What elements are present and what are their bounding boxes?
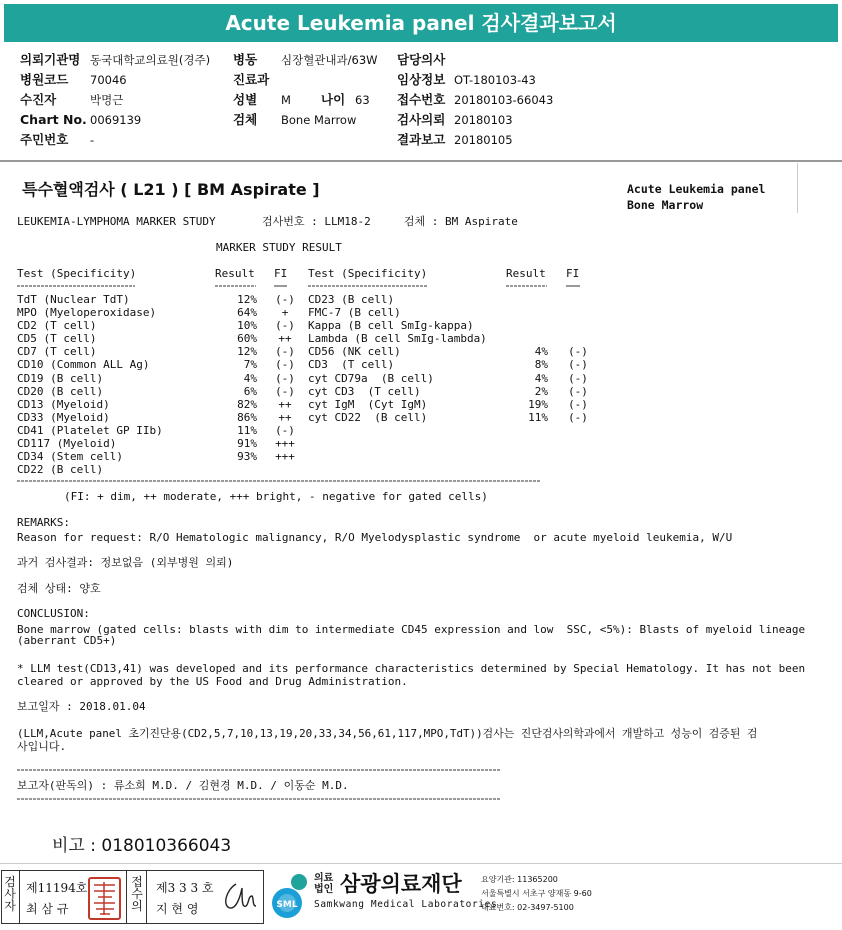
marker-test: FMC-7 (B cell) xyxy=(308,306,401,320)
col-header-fi: FI xyxy=(566,267,580,280)
marker-result: 60% xyxy=(237,332,257,346)
marker-fi xyxy=(563,319,593,332)
marker-fi xyxy=(563,293,593,306)
marker-test: CD117 (Myeloid) xyxy=(17,437,117,451)
header-key: 주민번호 xyxy=(20,132,69,147)
conclusion-label: CONCLUSION: xyxy=(17,607,90,620)
marker-result: 12% xyxy=(237,345,257,359)
report-date: 보고일자 : 2018.01.04 xyxy=(17,700,146,713)
col-header-result: Result xyxy=(215,267,255,280)
marker-test: CD20 (B cell) xyxy=(17,384,104,398)
col-header-fi: FI xyxy=(274,267,288,280)
marker-fi xyxy=(563,306,593,319)
header-value: Bone Marrow xyxy=(281,113,357,127)
marker-fi: (-) xyxy=(275,371,295,385)
signature-icon xyxy=(218,876,260,920)
right-test-list xyxy=(308,293,487,424)
conclusion-text: Bone marrow (gated cells: blasts with dim to intermediate CD45 expression and low SSC, <5%): Blasts of myeloid lineage xyxy=(17,623,806,636)
header-value: 20180103-66043 xyxy=(454,93,554,107)
marker-result: 8% xyxy=(534,358,548,372)
header-key: 성별 xyxy=(233,92,258,107)
fi-legend: (FI: + dim, ++ moderate, +++ bright, - negative for gated cells) xyxy=(64,490,488,503)
marker-fi: (-) xyxy=(568,384,588,398)
org-name: 삼광의료재단 xyxy=(340,872,462,896)
marker-result: 11% xyxy=(528,410,548,424)
divider xyxy=(146,870,147,924)
header-key: 병원코드 xyxy=(20,72,69,87)
marker-result: 64% xyxy=(237,306,257,320)
contact-line: 대표번호: 02-3497-5100 xyxy=(481,903,574,912)
label-char: 접 xyxy=(131,875,143,889)
label-char: 의 xyxy=(131,899,143,913)
marker-result xyxy=(506,332,548,345)
marker-fi: +++ xyxy=(275,450,295,464)
marker-fi: ++ xyxy=(278,397,292,411)
marker-fi: (-) xyxy=(568,410,588,424)
divider xyxy=(126,870,127,924)
marker-result: 93% xyxy=(237,450,257,464)
marker-test: CD10 (Common ALL Ag) xyxy=(17,358,150,372)
marker-result: 4% xyxy=(534,345,548,359)
sample-label-line: Bone Marrow xyxy=(627,198,704,212)
marker-test: MPO (Myeloperoxidase) xyxy=(17,306,157,320)
header-key: 의뢰기관명 xyxy=(20,52,81,67)
org-prefix-line: 의료 xyxy=(314,873,334,884)
marker-fi: (-) xyxy=(568,397,588,411)
marker-test: CD22 (B cell) xyxy=(17,463,104,477)
marker-fi: (-) xyxy=(275,358,295,372)
llm-note: cleared or approved by the US Food and Drug Administration. xyxy=(17,675,408,688)
conclusion-text: (aberrant CD5+) xyxy=(17,634,117,647)
marker-fi: (-) xyxy=(568,371,588,385)
marker-result xyxy=(506,293,548,306)
marker-fi: (-) xyxy=(568,358,588,372)
header-key: Chart No. xyxy=(20,112,87,127)
marker-test: cyt CD22 (B cell) xyxy=(308,410,428,424)
header-value: 20180105 xyxy=(454,133,513,147)
remarks-label: REMARKS: xyxy=(17,516,70,529)
marker-test: cyt CD79a (B cell) xyxy=(308,371,434,385)
marker-fi: (-) xyxy=(275,345,295,359)
col-header-test: Test (Specificity) xyxy=(17,267,137,280)
marker-result xyxy=(506,306,548,319)
marker-fi: (-) xyxy=(275,293,295,306)
left-result-list xyxy=(215,293,257,476)
header-value: 70046 xyxy=(90,73,127,87)
marker-result: 10% xyxy=(237,319,257,333)
reason-text: Reason for request: R/O Hematologic malignancy, R/O Myelodysplastic syndrome or acute myeloid leukemia, W/U xyxy=(17,531,733,544)
marker-fi: (-) xyxy=(568,345,588,359)
col-header-result: Result xyxy=(506,267,546,280)
marker-test: CD34 (Stem cell) xyxy=(17,450,123,464)
marker-test: CD56 (NK cell) xyxy=(308,345,401,359)
header-key: 검체 xyxy=(233,112,258,127)
marker-test: CD7 (T cell) xyxy=(17,345,97,359)
header-key: 임상정보 xyxy=(397,72,446,87)
specimen-state: 검체 상태: 양호 xyxy=(17,582,101,595)
header-underlines xyxy=(0,283,842,289)
marker-result: 12% xyxy=(237,293,257,306)
header-col-3 xyxy=(397,50,553,150)
marker-test: CD13 (Myeloid) xyxy=(17,397,110,411)
contact-line: 서울특별시 서초구 양재동 9-60 xyxy=(481,889,592,898)
header-value: M xyxy=(281,93,291,107)
divider xyxy=(19,870,20,924)
receiver-name: 지 현 영 xyxy=(156,902,199,916)
past-result: 과거 검사결과: 정보없음 (외부병원 의뢰) xyxy=(17,556,234,569)
marker-result: 91% xyxy=(237,437,257,451)
header-value: 0069139 xyxy=(90,113,142,127)
sample-label-line: Acute Leukemia panel xyxy=(627,182,766,196)
marker-test: CD2 (T cell) xyxy=(17,319,97,333)
marker-test: CD5 (T cell) xyxy=(17,332,97,346)
marker-fi xyxy=(270,463,300,476)
marker-test: Kappa (B cell SmIg-kappa) xyxy=(308,319,474,333)
header-value: 63 xyxy=(355,93,370,107)
llm-note: * LLM test(CD13,41) was developed and its performance characteristics determined by Special Hematology. It has not been xyxy=(17,662,806,675)
label-char: 자 xyxy=(4,899,16,913)
marker-fi: +++ xyxy=(275,437,295,451)
org-prefix-line: 법인 xyxy=(314,884,334,895)
marker-fi: (-) xyxy=(275,319,295,333)
marker-test: CD19 (B cell) xyxy=(17,371,104,385)
reporters: 보고자(판독의) : 류소희 M.D. / 김현경 M.D. / 이동순 M.D. xyxy=(17,779,349,792)
marker-fi: ++ xyxy=(278,332,292,346)
marker-fi: + xyxy=(281,306,289,320)
marker-result: 86% xyxy=(237,410,257,424)
header-key: 병동 xyxy=(233,52,258,67)
marker-test: CD3 (T cell) xyxy=(308,358,395,372)
marker-result: 6% xyxy=(243,384,257,398)
org-name-en: Samkwang Medical Laboratories xyxy=(314,899,498,910)
marker-test: cyt CD3 (T cell) xyxy=(308,384,421,398)
seal-pattern-icon xyxy=(90,879,119,918)
tester-label xyxy=(3,876,17,912)
label-char: 수 xyxy=(131,887,143,901)
table-bottom-rule xyxy=(0,479,842,483)
marker-test: CD41 (Platelet GP IIb) xyxy=(17,423,163,437)
right-fi-list xyxy=(563,293,593,424)
label-char: 검 xyxy=(4,875,16,889)
receiver-label xyxy=(130,876,144,912)
report-title-bar: Acute Leukemia panel 검사결과보고서 xyxy=(4,4,838,42)
header-col-2 xyxy=(233,50,378,130)
left-test-list xyxy=(17,293,163,476)
marker-result: 2% xyxy=(534,384,548,398)
header-key: 진료과 xyxy=(233,72,270,87)
header-value: 동국대학교의료원(경주) xyxy=(90,53,211,67)
org-prefix xyxy=(314,873,333,895)
marker-fi: ++ xyxy=(278,410,292,424)
right-result-list xyxy=(506,293,548,424)
panel-note: (LLM,Acute panel 초기진단용(CD2,5,7,10,13,19,20,33,34,56,61,117,MPO,TdT))검사는 진단검사의학과에서 개발하고 성능이 검증된 검 xyxy=(17,727,758,740)
header-value: 심장혈관내과/63W xyxy=(281,53,378,67)
study-line: LEUKEMIA-LYMPHOMA MARKER STUDY 검사번호 : LLM18-2 검체 : BM Aspirate xyxy=(17,215,518,228)
label-char: 사 xyxy=(4,887,16,901)
marker-result xyxy=(215,463,257,476)
marker-fi: (-) xyxy=(275,423,295,437)
marker-result: 11% xyxy=(237,423,257,437)
marker-test: cyt IgM (Cyt IgM) xyxy=(308,397,428,411)
marker-fi: (-) xyxy=(275,384,295,398)
org-contact xyxy=(481,873,592,915)
report-title: 특수혈액검사 ( L21 ) [ BM Aspirate ] xyxy=(22,180,320,199)
header-key: 담당의사 xyxy=(397,52,446,67)
logo-text: SML xyxy=(276,900,298,910)
seal-stamp xyxy=(88,877,121,920)
marker-result: 19% xyxy=(528,397,548,411)
header-value: OT-180103-43 xyxy=(454,73,536,87)
marker-result: 82% xyxy=(237,397,257,411)
remarks-note: 비고 : 018010366043 xyxy=(52,836,232,856)
header-key: 수진자 xyxy=(20,92,57,107)
header-key: 검사의뢰 xyxy=(397,112,446,127)
marker-test: CD23 (B cell) xyxy=(308,293,395,306)
header-value: 박명근 xyxy=(90,93,124,107)
divider xyxy=(797,163,798,213)
marker-test: TdT (Nuclear TdT) xyxy=(17,293,130,306)
sample-label xyxy=(627,181,765,213)
sml-logo-icon xyxy=(267,870,313,920)
marker-result: 4% xyxy=(534,371,548,385)
header-key: 접수번호 xyxy=(397,92,446,107)
result-heading: MARKER STUDY RESULT xyxy=(216,241,342,254)
marker-result: 4% xyxy=(243,371,257,385)
section-divider xyxy=(0,160,842,162)
marker-fi xyxy=(563,332,593,345)
contact-line: 요양기관: 11365200 xyxy=(481,875,558,884)
marker-test: Lambda (B cell SmIg-lambda) xyxy=(308,332,487,346)
marker-test: CD33 (Myeloid) xyxy=(17,410,110,424)
footer-divider xyxy=(0,863,842,864)
tester-name: 최 삼 규 xyxy=(26,902,69,916)
header-key: 결과보고 xyxy=(397,132,446,147)
col-header-test: Test (Specificity) xyxy=(308,267,428,280)
header-value: 20180103 xyxy=(454,113,513,127)
receiver-number: 제3 3 3 호 xyxy=(156,881,214,895)
panel-note: 사입니다. xyxy=(17,740,67,753)
header-key: 나이 xyxy=(321,92,346,107)
marker-result xyxy=(506,319,548,332)
left-fi-list xyxy=(270,293,300,476)
tester-number: 제11194호 xyxy=(26,881,88,895)
marker-result: 7% xyxy=(243,358,257,372)
header-col-1 xyxy=(20,50,210,150)
header-value: - xyxy=(90,133,95,147)
